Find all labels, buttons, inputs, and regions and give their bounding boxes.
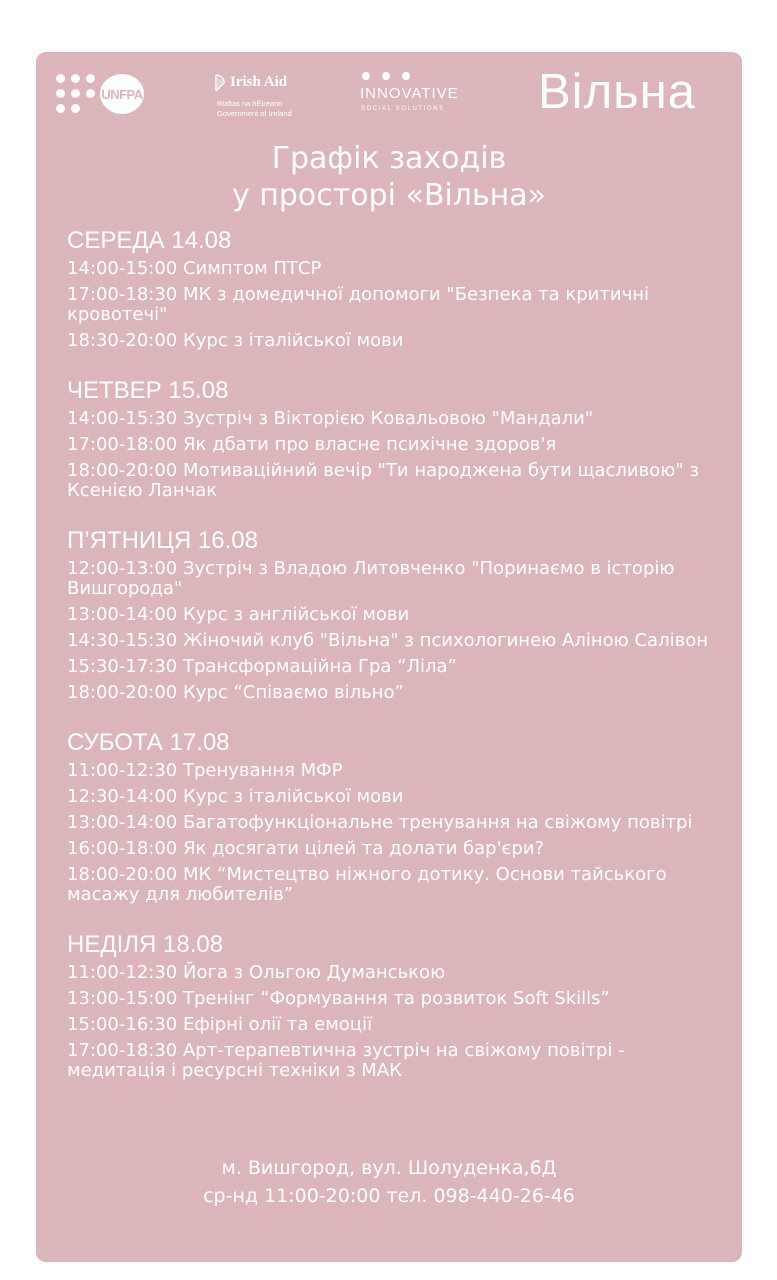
event-time: 17:00-18:00 xyxy=(67,434,178,455)
event-time: 18:00-20:00 xyxy=(67,682,178,703)
event-item xyxy=(67,761,727,781)
event-item xyxy=(67,331,727,351)
event-title: Тренінг “Формування та розвиток Soft Skills” xyxy=(182,988,610,1009)
event-time: 15:30-17:30 xyxy=(67,656,178,677)
event-title: Як досягати цілей та долати бар'єри? xyxy=(182,838,545,859)
event-time: 18:00-20:00 xyxy=(67,864,178,885)
event-title: Трансформаційна Гра “Ліла” xyxy=(182,656,457,677)
event-title: Курс з італійської мови xyxy=(182,330,404,351)
unfpa-dots-icon xyxy=(54,72,98,116)
innovative-subtitle: SOCIAL SOLUTIONS xyxy=(361,106,445,112)
event-item xyxy=(67,1041,727,1081)
event-title: Курс з італійської мови xyxy=(182,786,404,807)
event-title: МК “Мистецтво ніжного дотику. Основи тайського масажу для любителів” xyxy=(67,864,667,905)
footer-hours-phone: ср-нд 11:00-20:00 тел. 098-440-26-46 xyxy=(203,1185,575,1207)
day-heading: ЧЕТВЕР 15.08 xyxy=(67,377,229,404)
event-time: 12:30-14:00 xyxy=(67,786,178,807)
schedule-list xyxy=(67,226,727,1106)
day-section xyxy=(67,930,727,1081)
event-title: Мотиваційний вечір "Ти народжена бути щасливою" з Ксенією Ланчак xyxy=(67,460,699,501)
event-item xyxy=(67,683,727,703)
unfpa-wordmark: UNFPA xyxy=(100,74,144,114)
event-item xyxy=(67,461,727,501)
day-section xyxy=(67,728,727,905)
event-title: Симптом ПТСР xyxy=(182,258,322,279)
event-time: 17:00-18:30 xyxy=(67,1040,178,1061)
day-heading: СУБОТА 17.08 xyxy=(67,729,230,756)
day-section xyxy=(67,376,727,501)
event-item xyxy=(67,559,727,599)
irish-aid-title: Irish Aid xyxy=(230,74,288,90)
schedule-poster xyxy=(36,52,742,1262)
event-title: МК з домедичної допомоги "Безпека та критичні кровотечі" xyxy=(67,284,649,325)
footer-address: м. Вишгород, вул. Шолуденка,6Д xyxy=(221,1157,557,1179)
event-time: 18:30-20:00 xyxy=(67,330,178,351)
event-title: Курс з англійської мови xyxy=(182,604,410,625)
harp-icon xyxy=(214,74,226,92)
event-item xyxy=(67,963,727,983)
day-heading: СЕРЕДА 14.08 xyxy=(67,227,232,254)
footer-contacts xyxy=(36,1154,742,1210)
event-title: Тренування МФР xyxy=(182,760,343,781)
title-line-1: Графік заходів xyxy=(271,141,507,176)
irish-aid-subtitle-ga: Rialtas na hÉireann xyxy=(217,99,283,108)
event-title: Зустріч з Владою Литовченко "Поринаємо в історію Вишгорода" xyxy=(67,558,675,599)
event-item xyxy=(67,989,727,1009)
event-item xyxy=(67,839,727,859)
title-line-2: у просторі «Вільна» xyxy=(231,178,547,213)
innovative-dots-icon xyxy=(362,72,422,82)
event-time: 15:00-16:30 xyxy=(67,1014,178,1035)
day-heading: НЕДІЛЯ 18.08 xyxy=(67,931,224,958)
event-time: 14:30-15:30 xyxy=(67,630,178,651)
event-item xyxy=(67,657,727,677)
event-title: Курс “Співаємо вільно” xyxy=(182,682,404,703)
day-heading: П’ЯТНИЦЯ 16.08 xyxy=(67,527,258,554)
event-item xyxy=(67,605,727,625)
event-item xyxy=(67,409,727,429)
event-time: 17:00-18:30 xyxy=(67,284,178,305)
event-time: 13:00-14:00 xyxy=(67,812,178,833)
event-item xyxy=(67,1015,727,1035)
event-time: 12:00-13:00 xyxy=(67,558,178,579)
day-section xyxy=(67,526,727,703)
event-time: 13:00-14:00 xyxy=(67,604,178,625)
irish-aid-logo xyxy=(214,72,324,122)
event-item xyxy=(67,259,727,279)
event-time: 16:00-18:00 xyxy=(67,838,178,859)
event-title: Багатофункціональне тренування на свіжому повітрі xyxy=(182,812,693,833)
event-time: 11:00-12:30 xyxy=(67,760,178,781)
event-item xyxy=(67,435,727,455)
irish-aid-subtitle-en: Government of Ireland xyxy=(217,109,292,118)
event-item xyxy=(67,285,727,325)
event-title: Йога з Ольгою Думанською xyxy=(182,962,446,983)
event-title: Зустріч з Вікторією Ковальовою "Мандали" xyxy=(182,408,594,429)
event-time: 18:00-20:00 xyxy=(67,460,178,481)
event-time: 11:00-12:30 xyxy=(67,962,178,983)
event-title: Ефірні олії та емоції xyxy=(182,1014,373,1035)
event-title: Як дбати про власне психічне здоров'я xyxy=(182,434,557,455)
day-section xyxy=(67,226,727,351)
event-item xyxy=(67,813,727,833)
innovative-title: INNOVATIVE xyxy=(360,85,459,102)
unfpa-logo xyxy=(54,72,154,116)
vilna-brand-logo: Вільна xyxy=(538,65,697,119)
event-title: Арт-терапевтична зустріч на свіжому повітрі - медитація і ресурсні техніки з МАК xyxy=(67,1040,625,1081)
event-item xyxy=(67,631,727,651)
innovative-social-solutions-logo xyxy=(360,70,490,120)
page-title xyxy=(36,140,742,214)
event-time: 14:00-15:00 xyxy=(67,258,178,279)
event-item xyxy=(67,865,727,905)
event-item xyxy=(67,787,727,807)
event-time: 14:00-15:30 xyxy=(67,408,178,429)
event-title: Жіночий клуб "Вільна" з психологинею Аліною Салівон xyxy=(182,630,708,651)
event-time: 13:00-15:00 xyxy=(67,988,178,1009)
